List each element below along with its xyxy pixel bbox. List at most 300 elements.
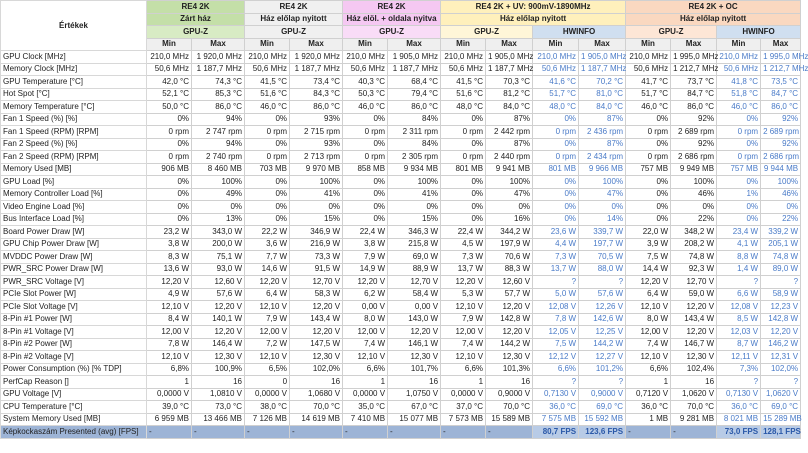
value-cell: 12,00 V bbox=[147, 326, 192, 339]
tool-label: GPU-Z bbox=[147, 26, 245, 39]
value-cell: 344,2 W bbox=[486, 226, 533, 239]
row-label: Fan 2 Speed (RPM) [RPM] bbox=[1, 151, 147, 164]
table-row bbox=[1, 401, 801, 414]
value-cell: 7,5 W bbox=[533, 338, 579, 351]
value-cell: 15% bbox=[388, 213, 441, 226]
value-cell: 6,6% bbox=[441, 363, 486, 376]
value-cell: 102,0% bbox=[761, 363, 801, 376]
value-cell: 147,5 W bbox=[290, 338, 343, 351]
value-cell: 146,2 W bbox=[761, 338, 801, 351]
value-cell: 3,8 W bbox=[343, 238, 388, 251]
value-cell: 75,1 W bbox=[192, 251, 245, 264]
value-cell: 7,5 W bbox=[626, 251, 671, 264]
value-cell: 102,4% bbox=[671, 363, 717, 376]
value-cell: 1 995,0 MHz bbox=[671, 51, 717, 64]
value-cell: 92% bbox=[761, 138, 801, 151]
value-cell: 58,9 W bbox=[761, 288, 801, 301]
value-cell: ? bbox=[579, 376, 626, 389]
value-cell: 46,0 °C bbox=[626, 101, 671, 114]
table-row bbox=[1, 426, 801, 439]
value-cell: 73,0 °C bbox=[192, 401, 245, 414]
value-cell: 12,20 V bbox=[671, 326, 717, 339]
value-cell: 50,6 MHz bbox=[717, 63, 761, 76]
value-cell: 69,0 °C bbox=[761, 401, 801, 414]
value-cell: 12,10 V bbox=[343, 351, 388, 364]
value-cell: - bbox=[147, 426, 192, 439]
value-cell: 0% bbox=[717, 201, 761, 214]
value-cell: 1 bbox=[441, 376, 486, 389]
value-cell: 100,9% bbox=[192, 363, 245, 376]
value-cell: 210,0 MHz bbox=[626, 51, 671, 64]
value-cell: 73,0 FPS bbox=[717, 426, 761, 439]
value-cell: 14,4 W bbox=[626, 263, 671, 276]
value-cell: 0,00 V bbox=[388, 301, 441, 314]
value-cell: 0 rpm bbox=[626, 151, 671, 164]
value-cell: 86,0 °C bbox=[761, 101, 801, 114]
value-cell: 92% bbox=[671, 138, 717, 151]
value-cell: 51,6 °C bbox=[245, 88, 290, 101]
value-cell: 0 rpm bbox=[533, 126, 579, 139]
value-cell: 86,0 °C bbox=[671, 101, 717, 114]
value-cell: 8,4 W bbox=[147, 313, 192, 326]
value-cell: 0 rpm bbox=[343, 126, 388, 139]
value-cell: 0% bbox=[343, 176, 388, 189]
value-cell: 69,0 °C bbox=[579, 401, 626, 414]
value-cell: 47% bbox=[486, 188, 533, 201]
value-cell: 86,0 °C bbox=[388, 101, 441, 114]
value-cell: ? bbox=[717, 276, 761, 289]
value-cell: 0 bbox=[245, 376, 290, 389]
value-cell: 144,2 W bbox=[486, 338, 533, 351]
value-cell: 0% bbox=[441, 213, 486, 226]
value-cell: 36,0 °C bbox=[626, 401, 671, 414]
value-cell: 22% bbox=[671, 213, 717, 226]
value-cell: 84,0 °C bbox=[579, 101, 626, 114]
value-cell: 1 bbox=[343, 376, 388, 389]
value-cell: 87% bbox=[579, 138, 626, 151]
value-cell: 73,7 °C bbox=[671, 76, 717, 89]
value-cell: 46,0 °C bbox=[245, 101, 290, 114]
value-cell: 14,9 W bbox=[343, 263, 388, 276]
value-cell: 8,7 W bbox=[717, 338, 761, 351]
value-cell: 6,6% bbox=[626, 363, 671, 376]
value-cell: 91,5 W bbox=[290, 263, 343, 276]
value-cell: 12,20 V bbox=[761, 326, 801, 339]
value-cell: 12,20 V bbox=[192, 301, 245, 314]
value-cell: 101,7% bbox=[388, 363, 441, 376]
value-cell: 13,6 W bbox=[147, 263, 192, 276]
value-cell: 70,2 °C bbox=[579, 76, 626, 89]
value-cell: 86,0 °C bbox=[290, 101, 343, 114]
value-cell: 2 740 rpm bbox=[192, 151, 245, 164]
value-cell: 12,10 V bbox=[441, 301, 486, 314]
value-cell: 85,3 °C bbox=[192, 88, 245, 101]
row-label: Képkockaszám Presented (avg) [FPS] bbox=[1, 426, 147, 439]
value-cell: 0% bbox=[290, 201, 343, 214]
value-cell: - bbox=[671, 426, 717, 439]
value-cell: - bbox=[626, 426, 671, 439]
value-cell: 9 934 MB bbox=[388, 163, 441, 176]
value-cell: 81,0 °C bbox=[579, 88, 626, 101]
value-cell: 93% bbox=[290, 138, 343, 151]
value-cell: 23,4 W bbox=[717, 226, 761, 239]
min-header: Min bbox=[717, 38, 761, 51]
row-label: Memory Used [MB] bbox=[1, 163, 147, 176]
table-row bbox=[1, 213, 801, 226]
value-cell: 8,0 W bbox=[626, 313, 671, 326]
value-cell: 48,0 °C bbox=[533, 101, 579, 114]
value-cell: 0,7120 V bbox=[626, 388, 671, 401]
value-cell: 42,0 °C bbox=[147, 76, 192, 89]
table-row bbox=[1, 188, 801, 201]
value-cell: 1,0680 V bbox=[290, 388, 343, 401]
value-cell: 210,0 MHz bbox=[245, 51, 290, 64]
value-cell: 0 rpm bbox=[717, 126, 761, 139]
value-cell: 0% bbox=[626, 138, 671, 151]
value-cell: 13,7 W bbox=[441, 263, 486, 276]
value-cell: 79,4 °C bbox=[388, 88, 441, 101]
table-row bbox=[1, 113, 801, 126]
value-cell: 0% bbox=[579, 201, 626, 214]
value-cell: 88,9 W bbox=[388, 263, 441, 276]
value-cell: 50,6 MHz bbox=[441, 63, 486, 76]
value-cell: 68,4 °C bbox=[388, 76, 441, 89]
table-body bbox=[1, 51, 808, 439]
value-cell: 70,5 W bbox=[579, 251, 626, 264]
value-cell: 16 bbox=[290, 376, 343, 389]
value-cell: 0% bbox=[245, 188, 290, 201]
value-cell: 47% bbox=[579, 188, 626, 201]
value-cell: 86,0 °C bbox=[192, 101, 245, 114]
value-cell: 0,0000 V bbox=[343, 388, 388, 401]
value-cell: 7,3 W bbox=[441, 251, 486, 264]
row-label: Video Engine Load [%] bbox=[1, 201, 147, 214]
value-cell: 7,9 W bbox=[343, 251, 388, 264]
value-cell: 93% bbox=[290, 113, 343, 126]
value-cell: 1 187,7 MHz bbox=[486, 63, 533, 76]
value-cell: 12,00 V bbox=[626, 326, 671, 339]
value-cell: 51,7 °C bbox=[533, 88, 579, 101]
row-label: GPU Load [%] bbox=[1, 176, 147, 189]
value-cell: 38,0 °C bbox=[245, 401, 290, 414]
value-cell: 12,26 V bbox=[579, 301, 626, 314]
value-cell: 22,4 W bbox=[343, 226, 388, 239]
value-cell: 59,0 W bbox=[671, 288, 717, 301]
value-cell: 0% bbox=[147, 213, 192, 226]
value-cell: ? bbox=[761, 376, 801, 389]
table-row bbox=[1, 338, 801, 351]
value-cell: 215,8 W bbox=[388, 238, 441, 251]
value-cell: 6,6 W bbox=[717, 288, 761, 301]
value-cell: 87% bbox=[486, 113, 533, 126]
value-cell: 0% bbox=[147, 113, 192, 126]
value-cell: 50,6 MHz bbox=[245, 63, 290, 76]
value-cell: 58,4 W bbox=[388, 288, 441, 301]
value-cell: 0 rpm bbox=[245, 126, 290, 139]
value-cell: 51,7 °C bbox=[626, 88, 671, 101]
value-cell: 8,3 W bbox=[147, 251, 192, 264]
value-cell: 70,0 °C bbox=[671, 401, 717, 414]
value-cell: 12,31 V bbox=[761, 351, 801, 364]
row-label: Memory Clock [MHz] bbox=[1, 63, 147, 76]
table-row bbox=[1, 388, 801, 401]
value-cell: 84,7 °C bbox=[671, 88, 717, 101]
value-cell: 12,10 V bbox=[147, 351, 192, 364]
min-header: Min bbox=[147, 38, 192, 51]
value-cell: 123,6 FPS bbox=[579, 426, 626, 439]
value-cell: 57,6 W bbox=[579, 288, 626, 301]
row-label: 8-Pin #2 Voltage [V] bbox=[1, 351, 147, 364]
value-cell: 2 715 rpm bbox=[290, 126, 343, 139]
value-cell: 143,0 W bbox=[388, 313, 441, 326]
value-cell: 58,3 W bbox=[290, 288, 343, 301]
value-cell: 1,4 W bbox=[717, 263, 761, 276]
max-header: Max bbox=[388, 38, 441, 51]
value-cell: 8,5 W bbox=[717, 313, 761, 326]
value-cell: 89,0 W bbox=[761, 263, 801, 276]
value-cell: 100% bbox=[486, 176, 533, 189]
table-row bbox=[1, 251, 801, 264]
value-cell: 146,1 W bbox=[388, 338, 441, 351]
value-cell: 210,0 MHz bbox=[717, 51, 761, 64]
value-cell: 1,0620 V bbox=[761, 388, 801, 401]
min-header: Min bbox=[441, 38, 486, 51]
value-cell: 73,3 W bbox=[290, 251, 343, 264]
value-cell: 12,30 V bbox=[671, 351, 717, 364]
value-cell: 142,6 W bbox=[579, 313, 626, 326]
value-cell: 100% bbox=[579, 176, 626, 189]
value-cell: 1 212,7 MHz bbox=[671, 63, 717, 76]
value-cell: 0 rpm bbox=[717, 151, 761, 164]
value-cell: 143,4 W bbox=[671, 313, 717, 326]
value-cell: 15 077 MB bbox=[388, 413, 441, 426]
table-row bbox=[1, 351, 801, 364]
row-label: Power Consumption (%) [% TDP] bbox=[1, 363, 147, 376]
value-cell: 40,3 °C bbox=[343, 76, 388, 89]
value-cell: 46% bbox=[671, 188, 717, 201]
min-header: Min bbox=[533, 38, 579, 51]
value-cell: 1 905,0 MHz bbox=[486, 51, 533, 64]
row-label: Hot Spot [°C] bbox=[1, 88, 147, 101]
value-cell: 0% bbox=[147, 176, 192, 189]
value-cell: 49% bbox=[192, 188, 245, 201]
row-label: CPU Temperature [°C] bbox=[1, 401, 147, 414]
value-cell: 0% bbox=[486, 201, 533, 214]
value-cell: 1 905,0 MHz bbox=[388, 51, 441, 64]
table-row bbox=[1, 263, 801, 276]
value-cell: 70,6 W bbox=[486, 251, 533, 264]
row-label: Board Power Draw [W] bbox=[1, 226, 147, 239]
table-row bbox=[1, 151, 801, 164]
value-cell: 1,0750 V bbox=[388, 388, 441, 401]
max-header: Max bbox=[486, 38, 533, 51]
row-label: 8-Pin #2 Power [W] bbox=[1, 338, 147, 351]
table-row bbox=[1, 226, 801, 239]
value-cell: 1% bbox=[717, 188, 761, 201]
value-cell: 0% bbox=[245, 113, 290, 126]
value-cell: 87% bbox=[486, 138, 533, 151]
value-cell: - bbox=[441, 426, 486, 439]
value-cell: 9 944 MB bbox=[761, 163, 801, 176]
value-cell: 2 747 rpm bbox=[192, 126, 245, 139]
value-cell: 0% bbox=[717, 113, 761, 126]
value-cell: 67,0 °C bbox=[388, 401, 441, 414]
value-cell: 210,0 MHz bbox=[441, 51, 486, 64]
value-cell: ? bbox=[533, 376, 579, 389]
value-cell: 7,9 W bbox=[245, 313, 290, 326]
value-cell: 22,2 W bbox=[245, 226, 290, 239]
value-cell: 100% bbox=[290, 176, 343, 189]
value-cell: 9 941 MB bbox=[486, 163, 533, 176]
value-cell: 41,5 °C bbox=[245, 76, 290, 89]
max-header: Max bbox=[192, 38, 245, 51]
value-cell: ? bbox=[717, 376, 761, 389]
value-cell: 7 573 MB bbox=[441, 413, 486, 426]
group-title: RE4 2K bbox=[147, 1, 245, 14]
value-cell: 128,1 FPS bbox=[761, 426, 801, 439]
value-cell: 1 bbox=[147, 376, 192, 389]
table-row bbox=[1, 63, 801, 76]
value-cell: 339,2 W bbox=[761, 226, 801, 239]
value-cell: 12,27 V bbox=[579, 351, 626, 364]
value-cell: 343,0 W bbox=[192, 226, 245, 239]
value-cell: 14 619 MB bbox=[290, 413, 343, 426]
value-cell: 1 920,0 MHz bbox=[290, 51, 343, 64]
value-cell: 2 686 rpm bbox=[761, 151, 801, 164]
value-cell: 6,5% bbox=[245, 363, 290, 376]
group-title: RE4 2K bbox=[343, 1, 441, 14]
value-cell: 2 305 rpm bbox=[388, 151, 441, 164]
table-row bbox=[1, 376, 801, 389]
value-cell: 142,8 W bbox=[761, 313, 801, 326]
value-cell: 12,70 V bbox=[388, 276, 441, 289]
value-cell: 200,0 W bbox=[192, 238, 245, 251]
value-cell: 12,10 V bbox=[441, 351, 486, 364]
row-label: Fan 1 Speed (RPM) [RPM] bbox=[1, 126, 147, 139]
value-cell: 50,0 °C bbox=[147, 101, 192, 114]
value-cell: 1,0810 V bbox=[192, 388, 245, 401]
value-cell: - bbox=[343, 426, 388, 439]
value-cell: 81,2 °C bbox=[486, 88, 533, 101]
value-cell: 52,1 °C bbox=[147, 88, 192, 101]
value-cell: 6 959 MB bbox=[147, 413, 192, 426]
value-cell: 1 187,7 MHz bbox=[290, 63, 343, 76]
value-cell: 1 187,7 MHz bbox=[579, 63, 626, 76]
row-label: 8-Pin #1 Voltage [V] bbox=[1, 326, 147, 339]
value-cell: 6,6% bbox=[533, 363, 579, 376]
value-cell: 0% bbox=[441, 201, 486, 214]
value-cell: 801 MB bbox=[533, 163, 579, 176]
value-cell: 143,4 W bbox=[290, 313, 343, 326]
value-cell: 9 970 MB bbox=[290, 163, 343, 176]
value-cell: 140,1 W bbox=[192, 313, 245, 326]
value-cell: 22,0 W bbox=[626, 226, 671, 239]
value-cell: 906 MB bbox=[147, 163, 192, 176]
value-cell: 80,7 FPS bbox=[533, 426, 579, 439]
table-row bbox=[1, 101, 801, 114]
value-cell: 0% bbox=[626, 201, 671, 214]
row-label: Memory Temperature [°C] bbox=[1, 101, 147, 114]
value-cell: 12,10 V bbox=[245, 351, 290, 364]
value-cell: 346,9 W bbox=[290, 226, 343, 239]
value-cell: 0% bbox=[343, 213, 388, 226]
value-cell: 12,20 V bbox=[290, 326, 343, 339]
value-cell: 0% bbox=[533, 176, 579, 189]
value-cell: 2 689 rpm bbox=[671, 126, 717, 139]
table-row bbox=[1, 76, 801, 89]
value-cell: 348,2 W bbox=[671, 226, 717, 239]
value-cell: 0% bbox=[441, 113, 486, 126]
value-cell: 210,0 MHz bbox=[147, 51, 192, 64]
value-cell: 0% bbox=[343, 138, 388, 151]
value-cell: 0,0000 V bbox=[147, 388, 192, 401]
table-row bbox=[1, 413, 801, 426]
value-cell: 41,8 °C bbox=[717, 76, 761, 89]
value-cell: 12,10 V bbox=[245, 301, 290, 314]
max-header: Max bbox=[761, 38, 801, 51]
value-cell: 339,7 W bbox=[579, 226, 626, 239]
value-cell: 46,0 °C bbox=[343, 101, 388, 114]
value-cell: 41% bbox=[290, 188, 343, 201]
row-label: System Memory Used [MB] bbox=[1, 413, 147, 426]
value-cell: 84,3 °C bbox=[290, 88, 343, 101]
value-cell: 74,3 °C bbox=[192, 76, 245, 89]
value-cell: 16 bbox=[486, 376, 533, 389]
value-cell: 74,8 W bbox=[671, 251, 717, 264]
value-cell: 0% bbox=[192, 201, 245, 214]
value-cell: 50,6 MHz bbox=[147, 63, 192, 76]
table-row bbox=[1, 176, 801, 189]
row-label: MVDDC Power Draw [W] bbox=[1, 251, 147, 264]
value-cell: 0% bbox=[717, 176, 761, 189]
value-cell: 12,20 V bbox=[671, 301, 717, 314]
value-cell: 37,0 °C bbox=[441, 401, 486, 414]
value-cell: 0,9000 V bbox=[486, 388, 533, 401]
value-cell: 0 rpm bbox=[147, 126, 192, 139]
tool-label: GPU-Z bbox=[343, 26, 441, 39]
value-cell: 41,6 °C bbox=[533, 76, 579, 89]
value-cell: 7,9 W bbox=[441, 313, 486, 326]
value-cell: 46,0 °C bbox=[717, 101, 761, 114]
tool-label: HWINFO bbox=[717, 26, 801, 39]
value-cell: 94% bbox=[192, 113, 245, 126]
value-cell: 0% bbox=[245, 176, 290, 189]
value-cell: 22% bbox=[761, 213, 801, 226]
value-cell: 94% bbox=[192, 138, 245, 151]
value-cell: 0 rpm bbox=[147, 151, 192, 164]
value-cell: 0,0000 V bbox=[245, 388, 290, 401]
table-row bbox=[1, 163, 801, 176]
row-label: PCIe Slot Power [W] bbox=[1, 288, 147, 301]
value-cell: 801 MB bbox=[441, 163, 486, 176]
value-cell: 57,7 W bbox=[486, 288, 533, 301]
value-cell: 757 MB bbox=[717, 163, 761, 176]
value-cell: 73,5 °C bbox=[761, 76, 801, 89]
table-row bbox=[1, 363, 801, 376]
value-cell: 2 713 rpm bbox=[290, 151, 343, 164]
value-cell: - bbox=[192, 426, 245, 439]
value-cell: 1 920,0 MHz bbox=[192, 51, 245, 64]
value-cell: 6,4 W bbox=[245, 288, 290, 301]
value-cell: 144,2 W bbox=[579, 338, 626, 351]
value-cell: 70,3 °C bbox=[486, 76, 533, 89]
value-cell: 8,0 W bbox=[343, 313, 388, 326]
value-cell: 57,6 W bbox=[192, 288, 245, 301]
value-cell: 51,6 °C bbox=[441, 88, 486, 101]
value-cell: 12,25 V bbox=[579, 326, 626, 339]
value-cell: 12,11 V bbox=[717, 351, 761, 364]
table-row bbox=[1, 301, 801, 314]
